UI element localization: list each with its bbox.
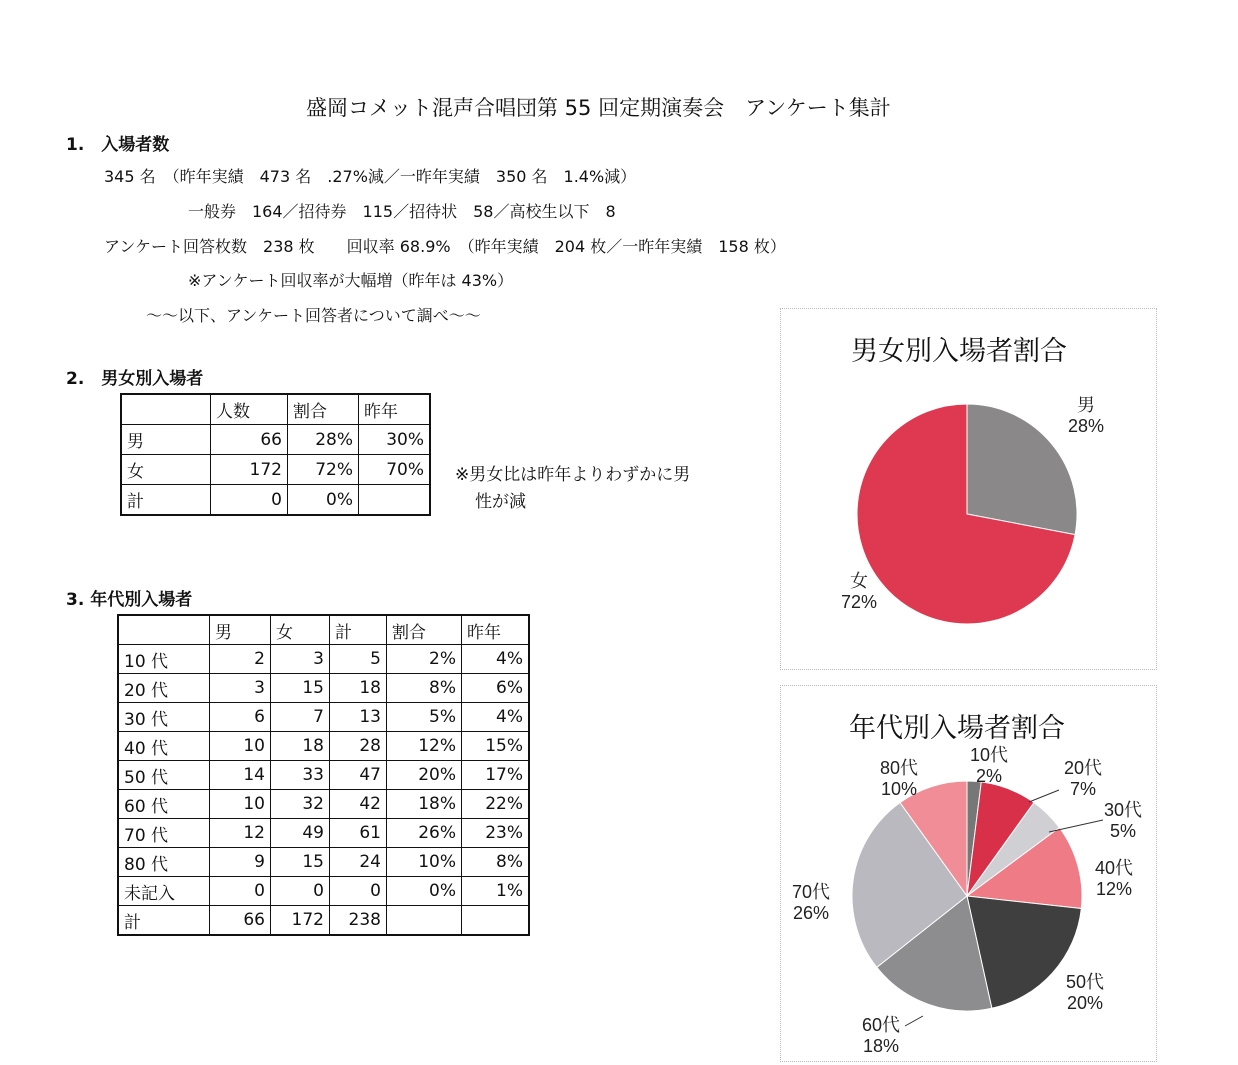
table-row	[118, 848, 529, 877]
survey-note: ※アンケート回収率が大幅増（昨年は 43%）	[188, 271, 514, 290]
table-cell: 70 代	[118, 819, 210, 848]
table-cell: 22%	[462, 790, 530, 819]
table-cell: 61	[330, 819, 387, 848]
table-cell	[118, 615, 210, 645]
table-header-row	[118, 615, 529, 645]
gender-note-line: 性が減	[475, 492, 526, 512]
table-cell: 10 代	[118, 645, 210, 674]
slice-value-label: 72%	[840, 592, 878, 612]
table-cell: 4%	[462, 645, 530, 674]
survey-intro: ～～以下、アンケート回答者について調べ～～	[146, 306, 481, 325]
table-cell: 72%	[288, 455, 359, 485]
table-cell: 24	[330, 848, 387, 877]
pie-slice	[967, 404, 1077, 535]
slice-category-label: 10代	[969, 745, 1009, 765]
table-row	[118, 703, 529, 732]
table-cell: 10	[210, 790, 271, 819]
slice-value-label: 12%	[1095, 879, 1133, 899]
slice-category-label: 80代	[879, 758, 919, 778]
gender-pie-chart	[781, 309, 1156, 669]
age-pie-chart	[781, 686, 1156, 1061]
survey-count: アンケート回答枚数 238 枚 回収率 68.9% （昨年実績 204 枚／一昨年実績 158 枚）	[104, 237, 786, 256]
table-cell: 15	[271, 674, 330, 703]
table-cell: 計	[118, 906, 210, 936]
table-cell: 0%	[288, 485, 359, 516]
table-row	[121, 455, 430, 485]
table-cell	[121, 394, 211, 425]
slice-category-label: 20代	[1063, 758, 1103, 778]
table-cell: 割合	[387, 615, 462, 645]
slice-value-label: 18%	[862, 1036, 900, 1056]
table-cell: 8%	[462, 848, 530, 877]
ticket-breakdown: 一般券 164／招待券 115／招待状 58／高校生以下 8	[188, 202, 616, 221]
table-cell: 2	[210, 645, 271, 674]
table-cell: 26%	[387, 819, 462, 848]
age-table	[117, 614, 530, 936]
table-cell: 18	[271, 732, 330, 761]
table-cell: 計	[121, 485, 211, 516]
table-cell: 9	[210, 848, 271, 877]
table-cell: 23%	[462, 819, 530, 848]
table-cell: 5%	[387, 703, 462, 732]
table-cell	[462, 906, 530, 936]
table-cell: 15	[271, 848, 330, 877]
table-cell: 70%	[359, 455, 431, 485]
table-row	[118, 819, 529, 848]
table-cell: 0	[211, 485, 288, 516]
slice-value-label: 26%	[792, 903, 830, 923]
table-cell: 2%	[387, 645, 462, 674]
table-cell: 0	[271, 877, 330, 906]
table-cell: 未記入	[118, 877, 210, 906]
table-cell: 7	[271, 703, 330, 732]
table-cell	[359, 485, 431, 516]
table-header-row	[121, 394, 430, 425]
table-cell: 昨年	[462, 615, 530, 645]
leader-line	[905, 1016, 923, 1026]
table-cell: 割合	[288, 394, 359, 425]
table-cell: 17%	[462, 761, 530, 790]
slice-value-label: 20%	[1066, 993, 1104, 1013]
table-cell: 8%	[387, 674, 462, 703]
table-row	[118, 732, 529, 761]
table-cell: 0%	[387, 877, 462, 906]
table-cell: 12	[210, 819, 271, 848]
table-cell: 男	[121, 425, 211, 455]
table-row	[118, 877, 529, 906]
table-cell: 66	[210, 906, 271, 936]
table-cell: 60 代	[118, 790, 210, 819]
table-cell: 13	[330, 703, 387, 732]
table-cell: 人数	[211, 394, 288, 425]
slice-category-label: 女	[850, 571, 868, 591]
table-cell: 10	[210, 732, 271, 761]
table-cell: 5	[330, 645, 387, 674]
table-row	[118, 790, 529, 819]
slice-category-label: 70代	[791, 882, 831, 902]
table-cell: 昨年	[359, 394, 431, 425]
slice-category-label: 50代	[1065, 972, 1105, 992]
table-cell: 12%	[387, 732, 462, 761]
slice-value-label: 5%	[1109, 821, 1137, 841]
table-cell: 20 代	[118, 674, 210, 703]
table-cell: 18%	[387, 790, 462, 819]
table-cell: 計	[330, 615, 387, 645]
table-cell: 1%	[462, 877, 530, 906]
gender-table	[120, 393, 431, 516]
table-cell: 男	[210, 615, 271, 645]
table-cell: 30 代	[118, 703, 210, 732]
table-cell: 28%	[288, 425, 359, 455]
table-cell: 0	[210, 877, 271, 906]
table-cell: 30%	[359, 425, 431, 455]
table-cell: 0	[330, 877, 387, 906]
slice-value-label: 10%	[880, 779, 918, 799]
table-row	[118, 645, 529, 674]
table-cell: 33	[271, 761, 330, 790]
table-cell: 4%	[462, 703, 530, 732]
table-cell: 238	[330, 906, 387, 936]
table-cell: 10%	[387, 848, 462, 877]
table-cell: 42	[330, 790, 387, 819]
table-cell: 3	[210, 674, 271, 703]
table-cell: 28	[330, 732, 387, 761]
table-cell: 172	[211, 455, 288, 485]
table-cell: 172	[271, 906, 330, 936]
attendance-total: 345 名 （昨年実績 473 名 .27%減／一昨年実績 350 名 1.4%減）	[104, 167, 637, 186]
table-cell: 80 代	[118, 848, 210, 877]
table-cell: 6	[210, 703, 271, 732]
table-cell: 6%	[462, 674, 530, 703]
slice-value-label: 28%	[1067, 416, 1105, 436]
slice-category-label: 40代	[1094, 858, 1134, 878]
table-row	[118, 906, 529, 936]
table-cell: 49	[271, 819, 330, 848]
table-row	[121, 485, 430, 516]
leader-line	[1029, 790, 1059, 802]
table-cell: 3	[271, 645, 330, 674]
table-cell: 32	[271, 790, 330, 819]
table-cell: 40 代	[118, 732, 210, 761]
table-cell: 女	[271, 615, 330, 645]
slice-category-label: 男	[1077, 395, 1095, 415]
chart-title: 男女別入場者割合	[851, 336, 1067, 367]
table-cell: 20%	[387, 761, 462, 790]
table-cell: 47	[330, 761, 387, 790]
table-row	[118, 674, 529, 703]
page-title: 盛岡コメット混声合唱団第 55 回定期演奏会 アンケート集計	[306, 96, 891, 120]
slice-category-label: 30代	[1103, 800, 1143, 820]
chart-title: 年代別入場者割合	[849, 713, 1065, 744]
table-cell: 50 代	[118, 761, 210, 790]
gender-note	[455, 462, 745, 516]
table-row	[121, 425, 430, 455]
section2-heading: 2. 男女別入場者	[66, 369, 204, 389]
slice-category-label: 60代	[861, 1015, 901, 1035]
table-cell: 18	[330, 674, 387, 703]
table-cell: 15%	[462, 732, 530, 761]
section1-heading: 1. 入場者数	[66, 135, 170, 155]
gender-chart-panel	[780, 308, 1157, 670]
table-cell: 66	[211, 425, 288, 455]
slice-value-label: 7%	[1069, 779, 1097, 799]
table-cell: 14	[210, 761, 271, 790]
slice-value-label: 2%	[975, 766, 1003, 786]
table-cell	[387, 906, 462, 936]
section3-heading: 3. 年代別入場者	[66, 590, 193, 610]
age-chart-panel	[780, 685, 1157, 1062]
gender-note-line: ※男女比は昨年よりわずかに男	[455, 465, 691, 485]
table-row	[118, 761, 529, 790]
table-cell: 女	[121, 455, 211, 485]
